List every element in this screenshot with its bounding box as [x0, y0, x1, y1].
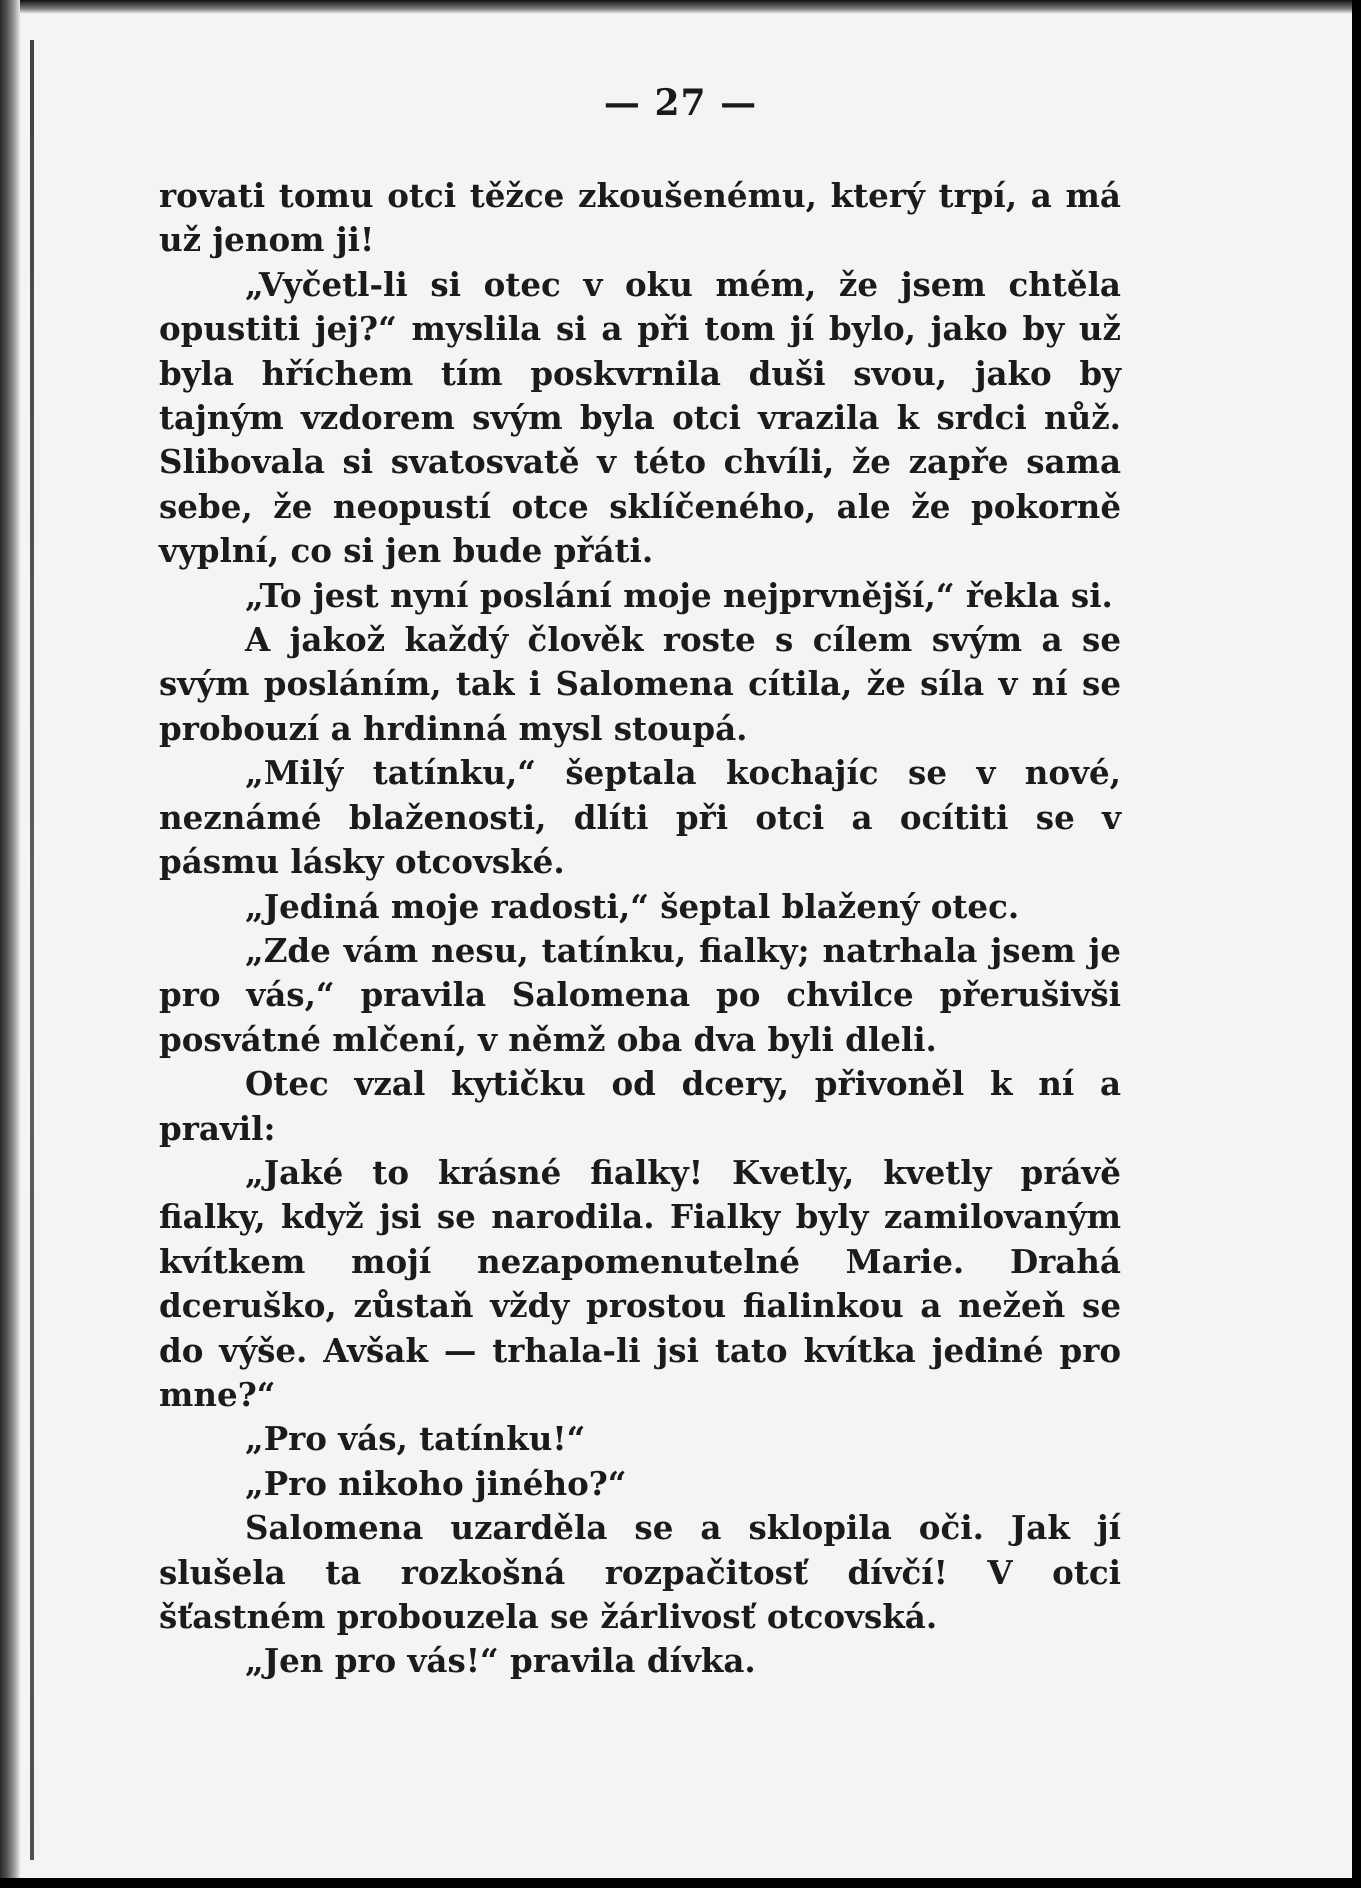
paragraph: Otec vzal kytičku od dcery, přivoněl k ní a pravil: [159, 1064, 1121, 1148]
paragraph: „Pro vás, tatínku!“ [245, 1419, 586, 1459]
body-text [159, 174, 1121, 1684]
paragraph: „Milý tatínku,“ šeptala kochajíc se v nové, neznámé blaženosti, dlíti při otci a ocítiti se v pásmu lásky otcovské. [159, 753, 1121, 882]
gutter-line [30, 40, 34, 1860]
book-spine-shadow [0, 0, 20, 1888]
paragraph: „Vyčetl-li si otec v oku mém, že jsem chtěla opustiti jej?“ myslila si a při tom jí bylo, jako by už byla hříchem tím poskvrnila duši svou, jako by tajným vzdorem svým byla otci vrazila k srdci nůž. Slibovala si svatosvatě v této chvíli, že zapře sama sebe, že neopustí otce sklíčeného, ale že pokorně vyplní, co si jen bude přáti. [159, 264, 1121, 571]
paragraph: „To jest nyní poslání moje nejprvnější,“ řekla si. [245, 575, 1113, 615]
page-number: — 27 — [603, 82, 758, 124]
scan-bottom-border [0, 1878, 1361, 1888]
scan-right-border [1352, 0, 1361, 1888]
paragraph: „Zde vám nesu, tatínku, fialky; natrhala jsem je pro vás,“ pravila Salomena po chvilce přerušivši posvátné mlčení, v němž oba dva byli dleli. [159, 930, 1121, 1059]
paragraph: „Jediná moje radosti,“ šeptal blažený otec. [245, 886, 1020, 926]
paragraph: „Jen pro vás!“ pravila dívka. [245, 1641, 756, 1681]
paragraph: „Jaké to krásné fialky! Kvetly, kvetly právě fialky, když jsi se narodila. Fialky byly zamilovaným kvítkem mojí nezapomenutelné Marie. Drahá dceruško, zůstaň vždy prostou fialinkou a nežeň se do výše. Avšak — trhala-li jsi tato kvítka jediné pro mne?“ [159, 1152, 1121, 1414]
paragraph: Salomena uzarděla se a sklopila oči. Jak jí slušela ta rozkošná rozpačitosť dívčí! V otci šťastném probouzela se žárlivosť otcovská. [159, 1508, 1121, 1636]
page-top-edge [0, 0, 1352, 14]
paragraph: „Pro nikoho jiného?“ [245, 1463, 627, 1503]
paragraph: A jakož každý člověk roste s cílem svým a se svým posláním, tak i Salomena cítila, že síla v ní se probouzí a hrdinná mysl stoupá. [159, 620, 1121, 748]
paragraph-continued: rovati tomu otci těžce zkoušenému, který trpí, a má už jenom ji! [159, 176, 1121, 260]
